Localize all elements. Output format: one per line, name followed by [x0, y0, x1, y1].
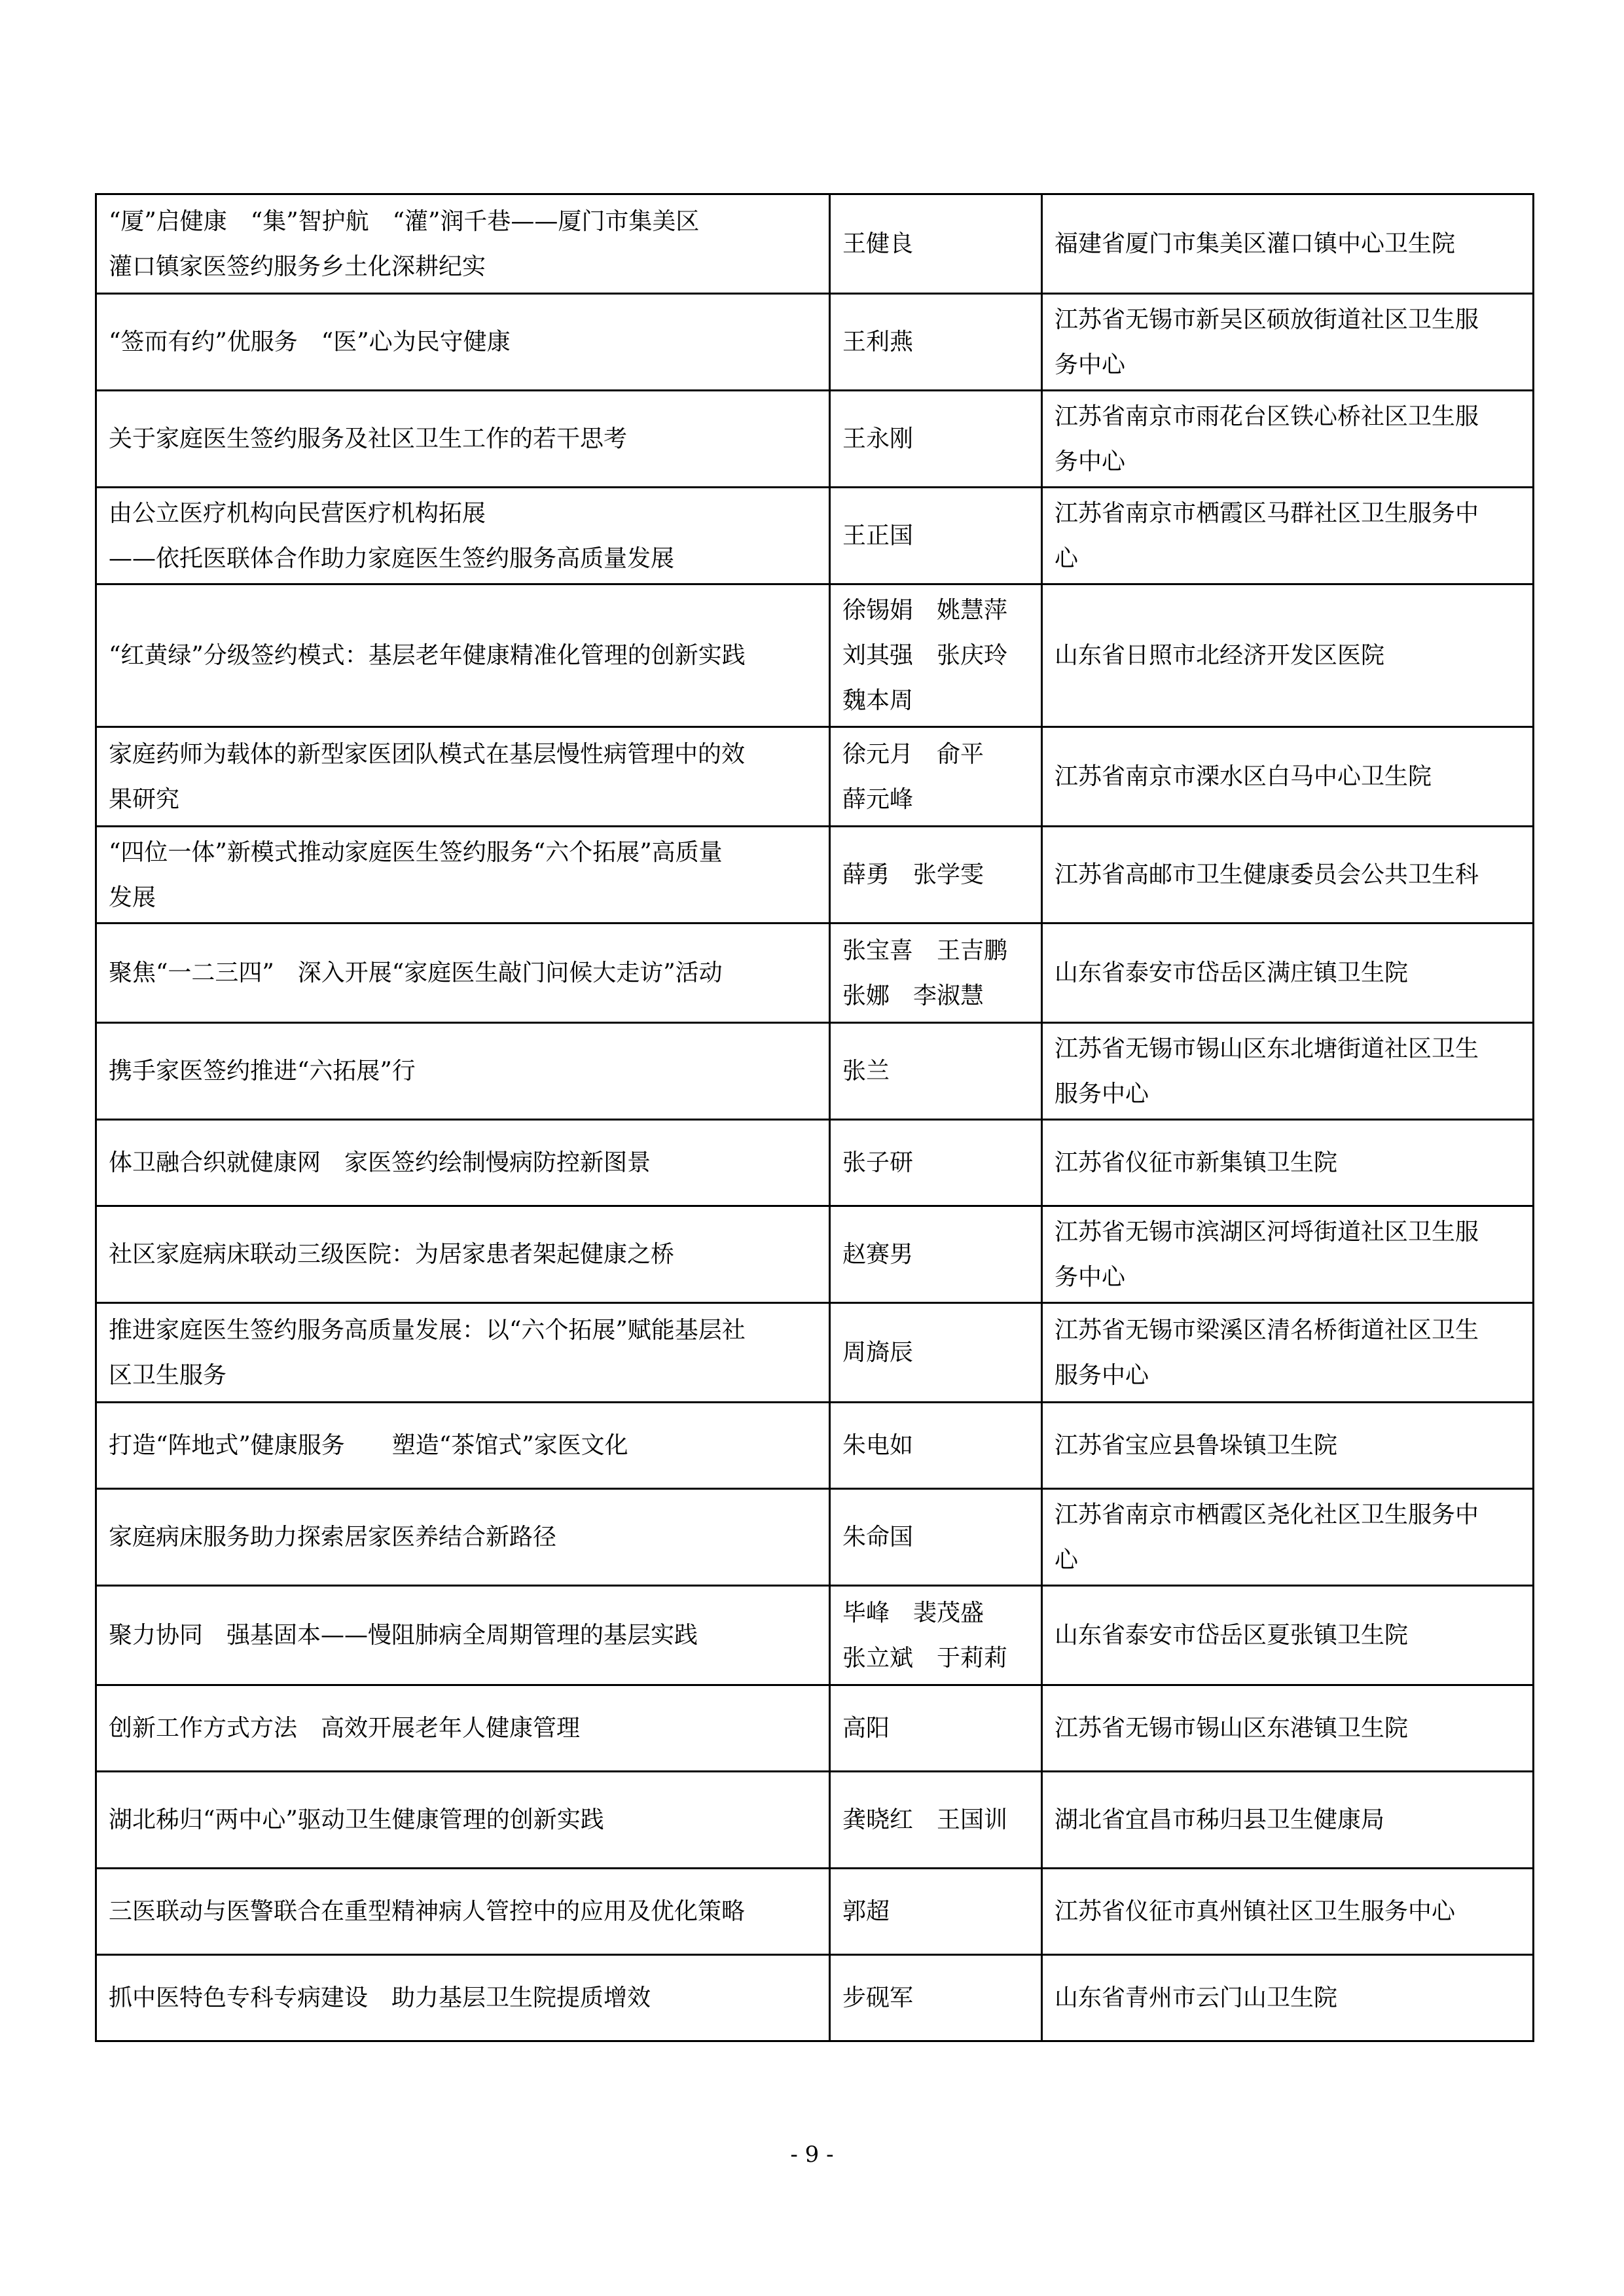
author-cell: [830, 727, 1042, 827]
author-line: 徐锡娟 姚慧萍: [842, 597, 1008, 624]
organization-cell: [1042, 1685, 1534, 1772]
paper-title-line: 打造“阵地式”健康服务 塑造“茶馆式”家医文化: [109, 1432, 628, 1459]
table-row: [96, 488, 1534, 584]
paper-title-cell: [96, 1955, 830, 2041]
paper-title-line: 聚焦“一二三四” 深入开展“家庭医生敲门问候大走访”活动: [109, 960, 723, 986]
author-cell: [830, 1206, 1042, 1303]
author-line: 朱电如: [842, 1432, 914, 1459]
organization-cell: [1042, 727, 1534, 827]
paper-title-line: 聚力协同 强基固本——慢阻肺病全周期管理的基层实践: [109, 1622, 698, 1649]
organization-cell: [1042, 194, 1534, 294]
paper-title-line: ——依托医联体合作助力家庭医生签约服务高质量发展: [109, 545, 675, 572]
table-row: [96, 294, 1534, 391]
organization-line: 江苏省无锡市梁溪区清名桥街道社区卫生: [1055, 1316, 1479, 1344]
author-line: 张立斌 于莉莉: [842, 1644, 1008, 1672]
table-row: [96, 827, 1534, 924]
author-line: 王利燕: [842, 329, 914, 355]
author-cell: [830, 294, 1042, 391]
organization-line: 山东省青州市云门山卫生院: [1055, 1984, 1338, 2011]
organization-line: 务中心: [1055, 1263, 1126, 1291]
organization-cell: [1042, 1489, 1534, 1586]
organization-line: 江苏省无锡市锡山区东港镇卫生院: [1055, 1715, 1409, 1742]
paper-title-line: “厦”启健康 “集”智护航 “灌”润千巷——厦门市集美区: [109, 207, 700, 235]
organization-cell: [1042, 827, 1534, 924]
paper-title-line: 关于家庭医生签约服务及社区卫生工作的若干思考: [109, 425, 628, 452]
author-line: 王永刚: [842, 425, 914, 452]
table-row: [96, 1120, 1534, 1206]
organization-cell: [1042, 924, 1534, 1023]
organization-line: 福建省厦门市集美区灌口镇中心卫生院: [1055, 230, 1456, 257]
author-cell: [830, 1955, 1042, 2041]
paper-title-line: “红黄绿”分级签约模式：基层老年健康精准化管理的创新实践: [109, 642, 746, 669]
organization-line: 山东省泰安市岱岳区满庄镇卫生院: [1055, 960, 1409, 986]
paper-title-cell: [96, 1120, 830, 1206]
author-cell: [830, 827, 1042, 924]
author-cell: [830, 194, 1042, 294]
paper-title-line: 灌口镇家医签约服务乡土化深耕纪实: [109, 253, 486, 280]
paper-title-cell: [96, 1023, 830, 1120]
author-cell: [830, 1303, 1042, 1403]
author-line: 朱命国: [842, 1524, 914, 1551]
table-row: [96, 727, 1534, 827]
organization-line: 江苏省无锡市锡山区东北塘街道社区卫生: [1055, 1035, 1479, 1062]
table-row: [96, 1586, 1534, 1685]
organization-line: 务中心: [1055, 351, 1126, 378]
organization-cell: [1042, 1120, 1534, 1206]
organization-line: 江苏省南京市雨花台区铁心桥社区卫生服: [1055, 403, 1479, 430]
author-line: 魏本周: [842, 687, 914, 714]
organization-line: 江苏省无锡市滨湖区河埒街道社区卫生服: [1055, 1218, 1479, 1246]
paper-title-cell: [96, 1869, 830, 1955]
paper-title-line: 家庭药师为载体的新型家医团队模式在基层慢性病管理中的效: [109, 740, 746, 768]
author-cell: [830, 391, 1042, 488]
table-row: [96, 1772, 1534, 1869]
organization-line: 江苏省南京市栖霞区马群社区卫生服务中: [1055, 499, 1479, 527]
paper-title-line: 发展: [109, 884, 156, 911]
paper-title-cell: [96, 1772, 830, 1869]
paper-title-cell: [96, 1685, 830, 1772]
paper-title-line: “四位一体”新模式推动家庭医生签约服务“六个拓展”高质量: [109, 838, 723, 866]
author-line: 徐元月 俞平: [842, 740, 984, 768]
table-row: [96, 391, 1534, 488]
author-cell: [830, 584, 1042, 727]
paper-title-line: “签而有约”优服务 “医”心为民守健康: [109, 329, 511, 355]
author-cell: [830, 1489, 1042, 1586]
organization-line: 务中心: [1055, 448, 1126, 475]
paper-title-line: 家庭病床服务助力探索居家医养结合新路径: [109, 1524, 557, 1551]
organization-cell: [1042, 1206, 1534, 1303]
award-list-table: [95, 193, 1534, 2042]
table-row: [96, 584, 1534, 727]
paper-title-line: 推进家庭医生签约服务高质量发展：以“六个拓展”赋能基层社: [109, 1316, 746, 1344]
organization-line: 江苏省高邮市卫生健康委员会公共卫生科: [1055, 861, 1479, 888]
table-row: [96, 1685, 1534, 1772]
paper-title-cell: [96, 584, 830, 727]
organization-line: 山东省日照市北经济开发区医院: [1055, 642, 1385, 669]
author-line: 周旖辰: [842, 1339, 914, 1366]
organization-cell: [1042, 1023, 1534, 1120]
paper-title-cell: [96, 294, 830, 391]
author-cell: [830, 1586, 1042, 1685]
author-line: 薛勇 张学雯: [842, 861, 984, 888]
author-cell: [830, 1685, 1042, 1772]
author-cell: [830, 924, 1042, 1023]
table-row: [96, 1403, 1534, 1489]
paper-title-line: 体卫融合织就健康网 家医签约绘制慢病防控新图景: [109, 1149, 651, 1176]
paper-title-line: 社区家庭病床联动三级医院：为居家患者架起健康之桥: [109, 1241, 675, 1268]
author-line: 步砚军: [842, 1984, 914, 2011]
author-line: 龚晓红 王国训: [842, 1806, 1008, 1833]
paper-title-line: 抓中医特色专科专病建设 助力基层卫生院提质增效: [109, 1984, 651, 2011]
organization-line: 服务中心: [1055, 1361, 1149, 1389]
paper-title-cell: [96, 1303, 830, 1403]
organization-cell: [1042, 1955, 1534, 2041]
page-number: - 9 -: [790, 2142, 834, 2168]
paper-title-cell: [96, 1489, 830, 1586]
organization-line: 江苏省南京市栖霞区尧化社区卫生服务中: [1055, 1501, 1479, 1528]
organization-line: 江苏省无锡市新吴区硕放街道社区卫生服: [1055, 306, 1479, 333]
author-line: 王正国: [842, 522, 914, 549]
paper-title-cell: [96, 1403, 830, 1489]
author-line: 刘其强 张庆玲: [842, 642, 1008, 669]
paper-title-cell: [96, 1206, 830, 1303]
organization-cell: [1042, 1303, 1534, 1403]
author-cell: [830, 1772, 1042, 1869]
table-body: [96, 194, 1534, 2041]
organization-line: 山东省泰安市岱岳区夏张镇卫生院: [1055, 1622, 1409, 1649]
table-row: [96, 1489, 1534, 1586]
organization-line: 江苏省宝应县鲁垛镇卫生院: [1055, 1432, 1338, 1459]
organization-cell: [1042, 1869, 1534, 1955]
paper-title-cell: [96, 827, 830, 924]
author-cell: [830, 488, 1042, 584]
organization-cell: [1042, 488, 1534, 584]
organization-line: 江苏省南京市溧水区白马中心卫生院: [1055, 763, 1432, 790]
table-row: [96, 194, 1534, 294]
paper-title-cell: [96, 924, 830, 1023]
author-line: 高阳: [842, 1715, 890, 1742]
table-row: [96, 1303, 1534, 1403]
table-row: [96, 1023, 1534, 1120]
author-line: 赵赛男: [842, 1241, 914, 1268]
organization-line: 江苏省仪征市真州镇社区卫生服务中心: [1055, 1898, 1456, 1925]
paper-title-cell: [96, 488, 830, 584]
paper-title-cell: [96, 391, 830, 488]
author-line: 薛元峰: [842, 785, 914, 813]
table-row: [96, 1206, 1534, 1303]
paper-title-line: 湖北秭归“两中心”驱动卫生健康管理的创新实践: [109, 1806, 604, 1833]
organization-line: 服务中心: [1055, 1080, 1149, 1107]
paper-title-cell: [96, 1586, 830, 1685]
paper-title-line: 创新工作方式方法 高效开展老年人健康管理: [109, 1715, 581, 1742]
paper-title-line: 三医联动与医警联合在重型精神病人管控中的应用及优化策略: [109, 1898, 746, 1925]
author-line: 张娜 李淑慧: [842, 982, 984, 1009]
organization-cell: [1042, 294, 1534, 391]
paper-title-cell: [96, 194, 830, 294]
author-cell: [830, 1869, 1042, 1955]
paper-title-cell: [96, 727, 830, 827]
organization-line: 湖北省宜昌市秭归县卫生健康局: [1055, 1806, 1385, 1833]
organization-cell: [1042, 1586, 1534, 1685]
organization-line: 江苏省仪征市新集镇卫生院: [1055, 1149, 1338, 1176]
paper-title-line: 由公立医疗机构向民营医疗机构拓展: [109, 499, 486, 527]
table-row: [96, 1955, 1534, 2041]
table-row: [96, 1869, 1534, 1955]
organization-cell: [1042, 391, 1534, 488]
organization-cell: [1042, 1403, 1534, 1489]
author-line: 张兰: [842, 1058, 890, 1085]
author-cell: [830, 1023, 1042, 1120]
author-line: 张子研: [842, 1149, 914, 1176]
author-cell: [830, 1120, 1042, 1206]
organization-line: 心: [1055, 545, 1079, 572]
author-line: 毕峰 裴茂盛: [842, 1599, 984, 1626]
paper-title-line: 携手家医签约推进“六拓展”行: [109, 1058, 416, 1085]
organization-cell: [1042, 584, 1534, 727]
paper-title-line: 果研究: [109, 785, 180, 813]
author-line: 王健良: [842, 230, 914, 257]
organization-line: 心: [1055, 1546, 1079, 1573]
author-line: 张宝喜 王吉鹏: [842, 937, 1008, 964]
organization-cell: [1042, 1772, 1534, 1869]
table-row: [96, 924, 1534, 1023]
author-cell: [830, 1403, 1042, 1489]
author-line: 郭超: [842, 1898, 890, 1925]
paper-title-line: 区卫生服务: [109, 1361, 227, 1389]
